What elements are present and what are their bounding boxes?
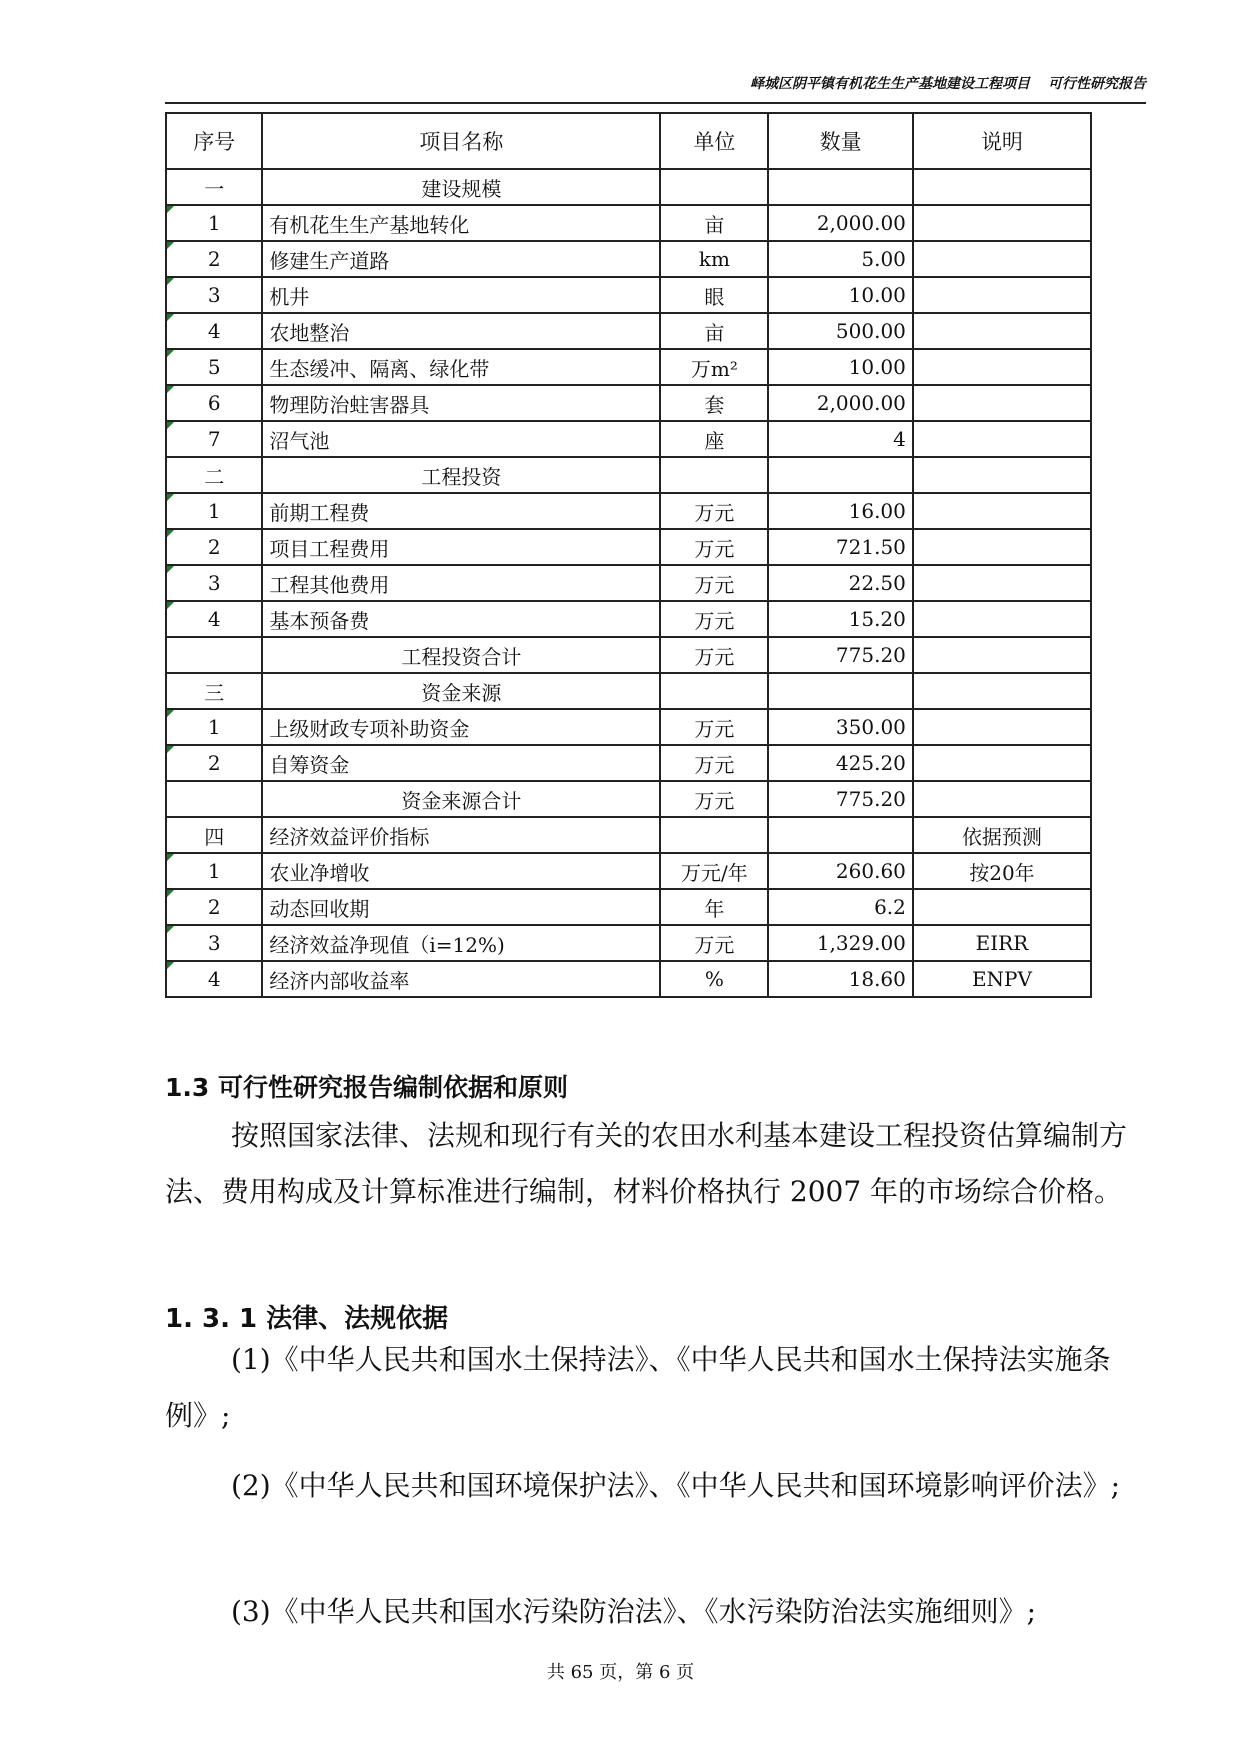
row-quantity: 260.60 xyxy=(768,853,913,889)
table-row xyxy=(166,277,1091,313)
row-quantity: 350.00 xyxy=(768,709,913,745)
row-note xyxy=(913,673,1091,709)
row-number: 3 xyxy=(166,925,262,961)
row-unit xyxy=(660,817,768,853)
row-number: 4 xyxy=(166,961,262,997)
row-unit: % xyxy=(660,961,768,997)
row-unit: 万元 xyxy=(660,529,768,565)
row-number: 4 xyxy=(166,313,262,349)
row-note xyxy=(913,313,1091,349)
row-item-name: 沼气池 xyxy=(262,421,660,457)
row-quantity: 10.00 xyxy=(768,277,913,313)
row-unit: 万元 xyxy=(660,709,768,745)
project-summary-table xyxy=(165,112,1092,998)
row-note: 按20年 xyxy=(913,853,1091,889)
row-quantity: 1,329.00 xyxy=(768,925,913,961)
row-number xyxy=(166,781,262,817)
row-quantity: 18.60 xyxy=(768,961,913,997)
table-row xyxy=(166,817,1091,853)
row-item-name: 上级财政专项补助资金 xyxy=(262,709,660,745)
row-unit: 万元 xyxy=(660,601,768,637)
row-number: 一 xyxy=(166,169,262,205)
row-note xyxy=(913,637,1091,673)
row-quantity: 6.2 xyxy=(768,889,913,925)
row-note xyxy=(913,349,1091,385)
row-quantity: 425.20 xyxy=(768,745,913,781)
row-item-name: 经济效益评价指标 xyxy=(262,817,660,853)
table-row xyxy=(166,421,1091,457)
row-note xyxy=(913,709,1091,745)
row-item-name: 修建生产道路 xyxy=(262,241,660,277)
row-item-name: 农地整治 xyxy=(262,313,660,349)
row-unit: 座 xyxy=(660,421,768,457)
section-1-3-heading: 1.3 可行性研究报告编制依据和原则 xyxy=(165,1073,568,1102)
row-number: 3 xyxy=(166,565,262,601)
row-quantity xyxy=(768,457,913,493)
row-item-name: 建设规模 xyxy=(262,169,660,205)
row-number: 三 xyxy=(166,673,262,709)
row-note xyxy=(913,385,1091,421)
row-quantity: 4 xyxy=(768,421,913,457)
row-quantity: 500.00 xyxy=(768,313,913,349)
row-item-name: 农业净增收 xyxy=(262,853,660,889)
col-header-name: 项目名称 xyxy=(262,113,660,169)
col-header-no: 序号 xyxy=(166,113,262,169)
row-item-name: 前期工程费 xyxy=(262,493,660,529)
header-project-title: 峄城区阴平镇有机花生生产基地建设工程项目 xyxy=(750,76,1030,92)
row-number: 1 xyxy=(166,853,262,889)
table-header-row xyxy=(166,113,1091,169)
row-note: ENPV xyxy=(913,961,1091,997)
row-item-name: 有机花生生产基地转化 xyxy=(262,205,660,241)
row-unit: 亩 xyxy=(660,205,768,241)
row-quantity xyxy=(768,673,913,709)
table-row xyxy=(166,493,1091,529)
table-row xyxy=(166,457,1091,493)
header-document-type: 可行性研究报告 xyxy=(1048,76,1146,92)
row-number: 1 xyxy=(166,205,262,241)
row-item-name: 项目工程费用 xyxy=(262,529,660,565)
row-number: 7 xyxy=(166,421,262,457)
table-row xyxy=(166,313,1091,349)
row-number: 6 xyxy=(166,385,262,421)
table-row xyxy=(166,709,1091,745)
row-number: 3 xyxy=(166,277,262,313)
row-item-name: 资金来源合计 xyxy=(262,781,660,817)
row-quantity: 2,000.00 xyxy=(768,385,913,421)
row-note xyxy=(913,889,1091,925)
section-1-3-1-heading: 1. 3. 1 法律、法规依据 xyxy=(165,1304,449,1334)
row-quantity: 10.00 xyxy=(768,349,913,385)
table-row xyxy=(166,673,1091,709)
table-row xyxy=(166,961,1091,997)
table-row xyxy=(166,565,1091,601)
law-list-item-3: (3)《中华人民共和国水污染防治法》、《水污染防治法实施细则》; xyxy=(231,1595,1037,1628)
row-quantity xyxy=(768,169,913,205)
row-quantity: 22.50 xyxy=(768,565,913,601)
row-unit: 万元 xyxy=(660,493,768,529)
row-item-name: 机井 xyxy=(262,277,660,313)
row-quantity: 721.50 xyxy=(768,529,913,565)
row-note xyxy=(913,205,1091,241)
row-unit: 年 xyxy=(660,889,768,925)
table-row xyxy=(166,385,1091,421)
row-item-name: 工程投资合计 xyxy=(262,637,660,673)
row-unit: 亩 xyxy=(660,313,768,349)
row-note xyxy=(913,277,1091,313)
col-header-quantity: 数量 xyxy=(768,113,913,169)
row-item-name: 工程投资 xyxy=(262,457,660,493)
row-quantity: 2,000.00 xyxy=(768,205,913,241)
row-unit: 眼 xyxy=(660,277,768,313)
row-item-name: 自筹资金 xyxy=(262,745,660,781)
row-number: 2 xyxy=(166,241,262,277)
law-list-item-1: (1)《中华人民共和国水土保持法》、《中华人民共和国水土保持法实施条例》; xyxy=(165,1343,1111,1432)
row-quantity: 16.00 xyxy=(768,493,913,529)
row-unit: 万元 xyxy=(660,781,768,817)
row-unit: 万元 xyxy=(660,925,768,961)
table-row xyxy=(166,925,1091,961)
row-unit: 万元 xyxy=(660,745,768,781)
row-unit: 万元/年 xyxy=(660,853,768,889)
row-item-name: 基本预备费 xyxy=(262,601,660,637)
row-number: 4 xyxy=(166,601,262,637)
row-unit: 万元 xyxy=(660,637,768,673)
row-note: 依据预测 xyxy=(913,817,1091,853)
row-item-name: 生态缓冲、隔离、绿化带 xyxy=(262,349,660,385)
row-note xyxy=(913,529,1091,565)
row-unit xyxy=(660,673,768,709)
row-item-name: 资金来源 xyxy=(262,673,660,709)
row-quantity: 15.20 xyxy=(768,601,913,637)
row-number: 2 xyxy=(166,889,262,925)
table-row xyxy=(166,745,1091,781)
row-note xyxy=(913,601,1091,637)
row-item-name: 经济内部收益率 xyxy=(262,961,660,997)
row-number: 四 xyxy=(166,817,262,853)
table-row xyxy=(166,889,1091,925)
row-note xyxy=(913,169,1091,205)
table-row xyxy=(166,853,1091,889)
row-unit: 万m² xyxy=(660,349,768,385)
table-body xyxy=(166,169,1091,997)
row-number: 2 xyxy=(166,745,262,781)
row-unit: 万元 xyxy=(660,565,768,601)
row-number: 5 xyxy=(166,349,262,385)
row-item-name: 物理防治蛀害器具 xyxy=(262,385,660,421)
row-note xyxy=(913,241,1091,277)
row-quantity xyxy=(768,817,913,853)
row-unit: 套 xyxy=(660,385,768,421)
row-number: 二 xyxy=(166,457,262,493)
row-number: 2 xyxy=(166,529,262,565)
row-quantity: 775.20 xyxy=(768,781,913,817)
row-note xyxy=(913,457,1091,493)
table-row xyxy=(166,205,1091,241)
row-note: EIRR xyxy=(913,925,1091,961)
law-list-item-2: (2)《中华人民共和国环境保护法》、《中华人民共和国环境影响评价法》; xyxy=(231,1469,1121,1502)
table-row xyxy=(166,349,1091,385)
row-unit xyxy=(660,457,768,493)
row-note xyxy=(913,493,1091,529)
table-row xyxy=(166,241,1091,277)
row-note xyxy=(913,421,1091,457)
page-footer: 共 65 页，第 6 页 xyxy=(546,1662,695,1683)
row-number: 1 xyxy=(166,493,262,529)
section-1-3-paragraph: 按照国家法律、法规和现行有关的农田水利基本建设工程投资估算编制方法、费用构成及计算标准进行编制，材料价格执行 2007 年的市场综合价格。 xyxy=(165,1119,1128,1208)
row-note xyxy=(913,745,1091,781)
table-row xyxy=(166,637,1091,673)
row-item-name: 经济效益净现值（i=12%) xyxy=(262,925,660,961)
col-header-note: 说明 xyxy=(913,113,1091,169)
page-header xyxy=(165,66,1146,104)
row-number xyxy=(166,637,262,673)
col-header-unit: 单位 xyxy=(660,113,768,169)
table-row xyxy=(166,169,1091,205)
table-row xyxy=(166,529,1091,565)
table-row xyxy=(166,601,1091,637)
row-note xyxy=(913,565,1091,601)
row-quantity: 775.20 xyxy=(768,637,913,673)
row-unit: km xyxy=(660,241,768,277)
row-note xyxy=(913,781,1091,817)
row-quantity: 5.00 xyxy=(768,241,913,277)
table-row xyxy=(166,781,1091,817)
row-unit xyxy=(660,169,768,205)
row-item-name: 工程其他费用 xyxy=(262,565,660,601)
row-number: 1 xyxy=(166,709,262,745)
row-item-name: 动态回收期 xyxy=(262,889,660,925)
